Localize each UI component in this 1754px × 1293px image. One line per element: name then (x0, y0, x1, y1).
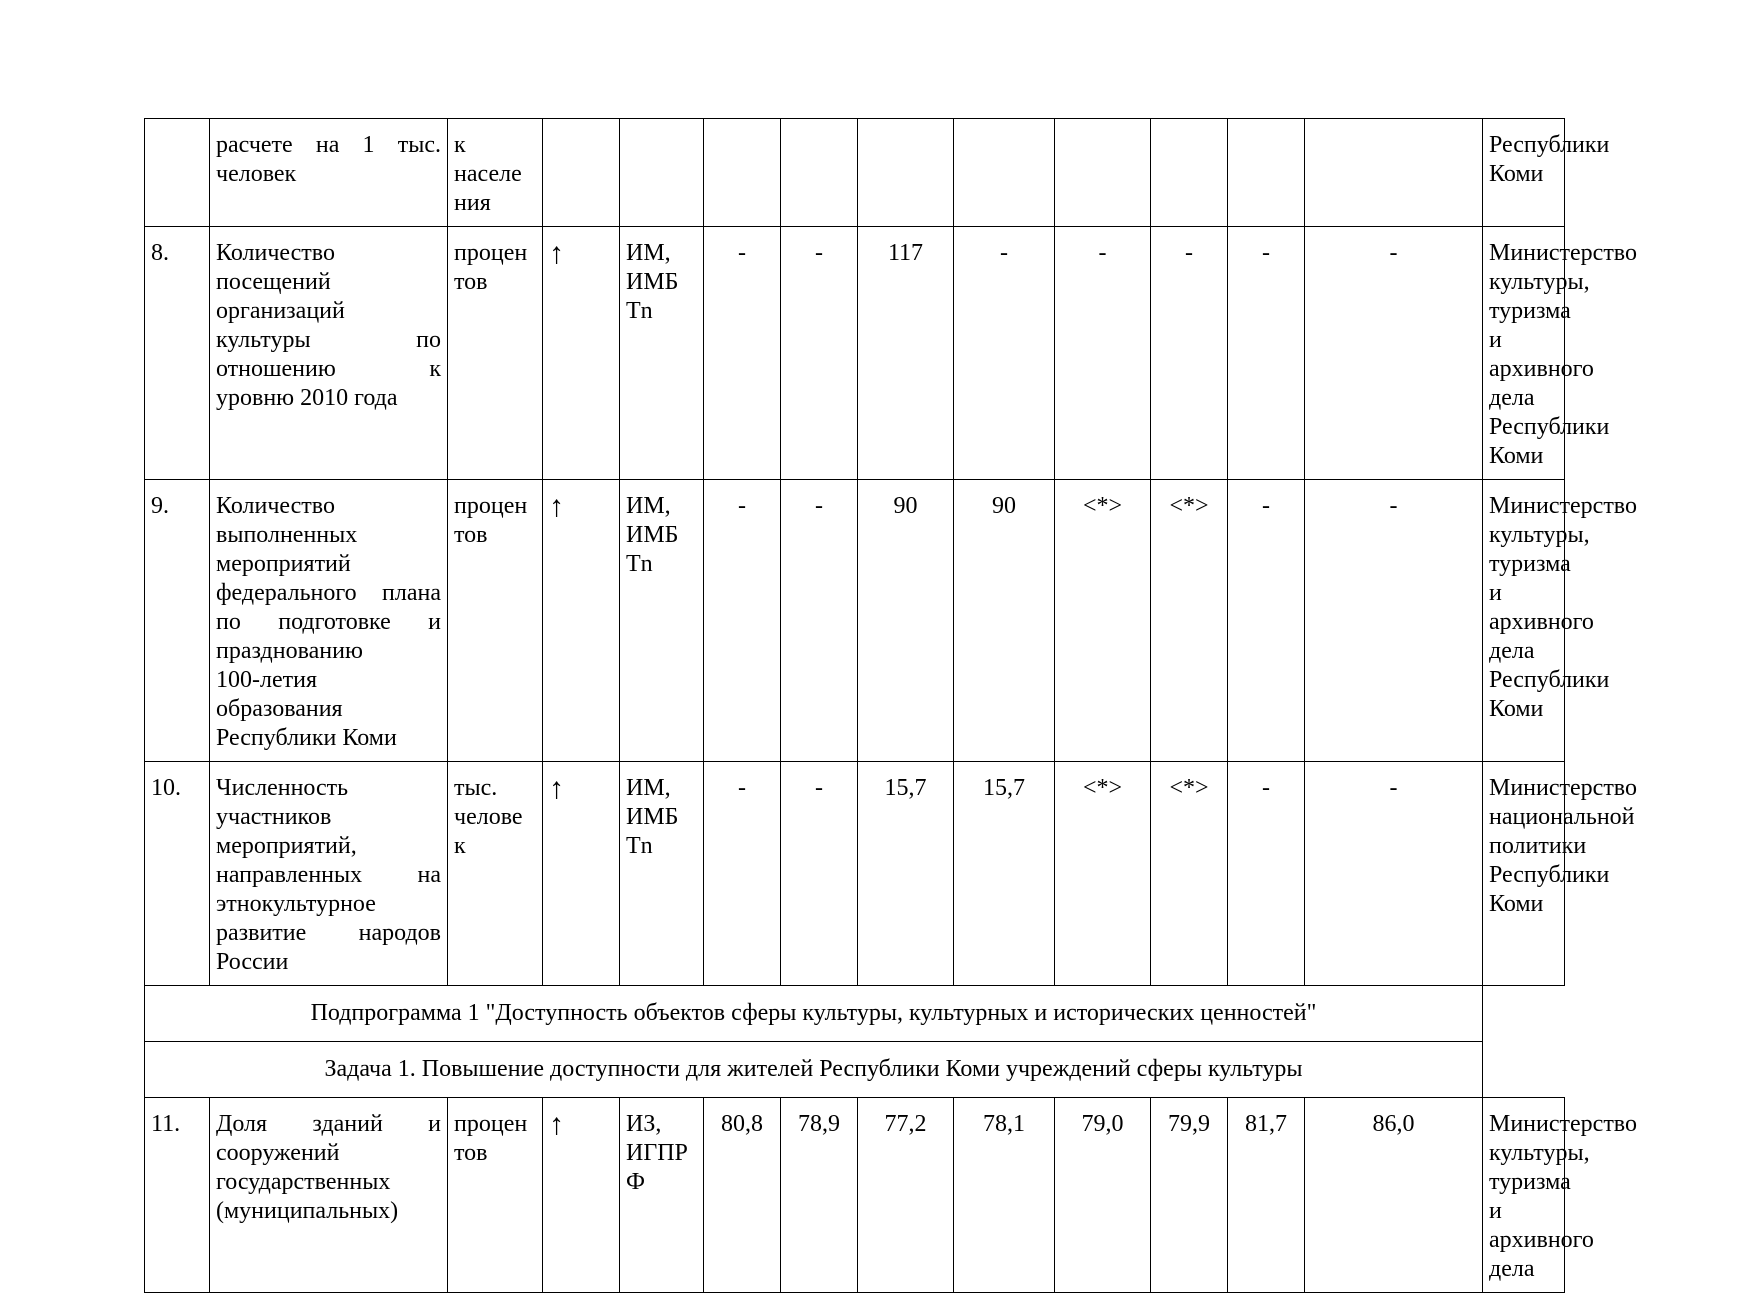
indicator-name (210, 762, 448, 986)
responsible-line: архивного дела (1489, 609, 1594, 664)
indicator-name-line: сооружений (216, 1140, 340, 1166)
value-cell: - (781, 480, 858, 762)
value-cell: 80,8 (704, 1098, 781, 1293)
indicator-name (210, 1098, 448, 1293)
data-source (620, 1098, 704, 1293)
trend-direction-icon: ↑ (543, 227, 620, 480)
source-line: ИЗ, (626, 1111, 662, 1137)
source-line: Тn (626, 833, 653, 859)
responsible-body (1483, 227, 1637, 480)
indicator-name-word: развитие (216, 920, 307, 946)
data-source (620, 227, 704, 480)
responsible-line: культуры, (1489, 269, 1590, 295)
unit-of-measure (448, 480, 543, 762)
unit-line: ния (454, 190, 491, 216)
responsible-line: Коми (1489, 891, 1544, 917)
value-cell: 90 (858, 480, 954, 762)
indicator-name-line: (муниципальных) (216, 1198, 399, 1224)
value-cell: 79,0 (1055, 1098, 1151, 1293)
indicator-name-word: на (417, 862, 441, 888)
indicator-name-word: зданий (312, 1111, 383, 1137)
source-line: ИМБ (626, 269, 679, 295)
unit-line: процен (454, 240, 528, 266)
indicator-name-line: государственных (216, 1169, 391, 1195)
unit-line: процен (454, 493, 528, 519)
table-row (145, 480, 1565, 762)
unit-line: челове (454, 804, 523, 830)
task-row (145, 1042, 1565, 1098)
source-line: ИМ, (626, 240, 671, 266)
value-cell (781, 119, 858, 227)
table-row (145, 1098, 1565, 1293)
responsible-line: туризма и (1489, 298, 1571, 353)
responsible-line: политики (1489, 833, 1587, 859)
row-number: 8. (145, 227, 210, 480)
value-cell (1151, 119, 1228, 227)
value-cell (1228, 119, 1305, 227)
value-cell (704, 119, 781, 227)
indicator-name-line (216, 326, 441, 355)
indicator-name (210, 227, 448, 480)
indicator-name-word: и (428, 609, 441, 635)
indicator-name-line: 100-летия (216, 667, 317, 693)
responsible-line: культуры, (1489, 1140, 1590, 1166)
indicator-name-word: к (429, 356, 441, 382)
indicator-name-line: уровню 2010 года (216, 385, 398, 411)
unit-of-measure (448, 119, 543, 227)
unit-line: к (454, 132, 466, 158)
responsible-line: туризма и (1489, 1169, 1571, 1224)
indicator-name-word: подготовке (278, 609, 391, 635)
source-line: Ф (626, 1169, 645, 1195)
indicator-name-line (216, 608, 441, 637)
value-cell: 79,9 (1151, 1098, 1228, 1293)
source-line: Тn (626, 298, 653, 324)
unit-line: тыс. (454, 775, 498, 801)
responsible-body (1483, 119, 1610, 227)
unit-of-measure (448, 227, 543, 480)
value-cell: <*> (1055, 762, 1151, 986)
indicator-name-line: Численность (216, 775, 349, 801)
indicator-name-line (216, 919, 441, 948)
trend-direction-icon: ↑ (543, 480, 620, 762)
indicator-name-line: Республики Коми (216, 725, 397, 751)
value-cell: 77,2 (858, 1098, 954, 1293)
indicator-name-word: федерального (216, 580, 357, 606)
responsible-line: национальной (1489, 804, 1635, 830)
responsible-line: Республики (1489, 414, 1610, 440)
indicator-name-line (216, 579, 441, 608)
value-cell: - (781, 227, 858, 480)
value-cell: - (1055, 227, 1151, 480)
row-number: 9. (145, 480, 210, 762)
indicator-name-line: России (216, 949, 289, 975)
row-number: 11. (145, 1098, 210, 1293)
unit-line: тов (454, 269, 488, 295)
table-row (145, 227, 1565, 480)
subprogram-title: Подпрограмма 1 "Доступность объектов сферы культуры, культурных и исторических ценностей" (145, 986, 1483, 1042)
responsible-line: Республики (1489, 132, 1610, 158)
value-cell: 15,7 (954, 762, 1055, 986)
indicator-name-line (216, 131, 441, 160)
value-cell (954, 119, 1055, 227)
task-title: Задача 1. Повышение доступности для жителей Республики Коми учреждений сферы культуры (145, 1042, 1483, 1098)
indicator-name-word: культуры (216, 327, 311, 353)
responsible-line: Министерство (1489, 775, 1637, 801)
value-cell: - (704, 762, 781, 986)
trend-direction-icon: ↑ (543, 1098, 620, 1293)
value-cell: - (704, 480, 781, 762)
indicator-name-word: направленных (216, 862, 363, 888)
value-cell: - (704, 227, 781, 480)
indicator-name-word: и (428, 1111, 441, 1137)
source-line: ИМБ (626, 804, 679, 830)
value-cell: <*> (1055, 480, 1151, 762)
value-cell (858, 119, 954, 227)
indicators-table (144, 118, 1637, 1293)
value-cell: - (1305, 762, 1483, 986)
indicator-name-word: расчете (216, 132, 293, 158)
unit-of-measure (448, 762, 543, 986)
unit-of-measure (448, 1098, 543, 1293)
value-cell: 86,0 (1305, 1098, 1483, 1293)
responsible-line: архивного дела (1489, 1227, 1594, 1282)
indicator-name-line (216, 1110, 441, 1139)
indicator-name-word: Доля (216, 1111, 268, 1137)
unit-line: населе (454, 161, 522, 187)
value-cell: - (1305, 480, 1483, 762)
row-number (145, 119, 210, 227)
responsible-body (1483, 480, 1637, 762)
value-cell: - (1151, 227, 1228, 480)
responsible-line: культуры, (1489, 522, 1590, 548)
unit-line: тов (454, 1140, 488, 1166)
indicator-name-line: мероприятий, (216, 833, 357, 859)
value-cell: 15,7 (858, 762, 954, 986)
value-cell: 117 (858, 227, 954, 480)
value-cell: 81,7 (1228, 1098, 1305, 1293)
unit-line: к (454, 833, 466, 859)
indicator-name-line: мероприятий (216, 551, 351, 577)
indicator-name-word: отношению (216, 356, 336, 382)
value-cell: - (1305, 227, 1483, 480)
row-number: 10. (145, 762, 210, 986)
responsible-line: Коми (1489, 696, 1544, 722)
indicator-name-line: организаций (216, 298, 345, 324)
responsible-line: архивного дела (1489, 356, 1594, 411)
value-cell (1055, 119, 1151, 227)
indicator-name-word: народов (358, 920, 441, 946)
responsible-line: Республики (1489, 667, 1610, 693)
indicator-name-line: человек (216, 161, 297, 187)
value-cell: <*> (1151, 762, 1228, 986)
indicator-name-line: этнокультурное (216, 891, 376, 917)
indicator-name (210, 480, 448, 762)
responsible-body (1483, 1098, 1637, 1293)
unit-line: процен (454, 1111, 528, 1137)
value-cell: 90 (954, 480, 1055, 762)
value-cell: - (1228, 480, 1305, 762)
responsible-line: Министерство (1489, 493, 1637, 519)
value-cell: 78,9 (781, 1098, 858, 1293)
responsible-line: Коми (1489, 443, 1544, 469)
source-line: ИМ, (626, 775, 671, 801)
indicator-name-line: выполненных (216, 522, 358, 548)
trend-direction-icon: ↑ (543, 762, 620, 986)
source-line: ИМ, (626, 493, 671, 519)
value-cell: - (1228, 762, 1305, 986)
indicator-name-line: образования (216, 696, 343, 722)
subprogram-row (145, 986, 1565, 1042)
responsible-body (1483, 762, 1637, 986)
responsible-line: туризма и (1489, 551, 1571, 606)
indicator-name-line: Количество (216, 240, 335, 266)
value-cell: - (1228, 227, 1305, 480)
indicator-name-line: Количество (216, 493, 335, 519)
indicator-name-line: участников (216, 804, 332, 830)
table-row (145, 119, 1565, 227)
indicator-name-word: на (315, 132, 340, 158)
indicator-name-word: тыс. (397, 132, 441, 158)
data-source (620, 119, 704, 227)
indicator-name-line (216, 355, 441, 384)
indicator-name-word: 1 (362, 132, 375, 158)
indicator-name-line: посещений (216, 269, 331, 295)
responsible-line: Министерство (1489, 1111, 1637, 1137)
value-cell: - (954, 227, 1055, 480)
value-cell: 78,1 (954, 1098, 1055, 1293)
source-line: ИГПР (626, 1140, 688, 1166)
data-source (620, 762, 704, 986)
value-cell: <*> (1151, 480, 1228, 762)
table-row (145, 762, 1565, 986)
indicator-name-line: празднованию (216, 638, 363, 664)
responsible-line: Министерство (1489, 240, 1637, 266)
value-cell (1305, 119, 1483, 227)
value-cell: - (781, 762, 858, 986)
indicator-name (210, 119, 448, 227)
data-source (620, 480, 704, 762)
indicator-name-word: по (416, 327, 441, 353)
source-line: Тn (626, 551, 653, 577)
unit-line: тов (454, 522, 488, 548)
source-line: ИМБ (626, 522, 679, 548)
trend-direction-icon (543, 119, 620, 227)
responsible-line: Коми (1489, 161, 1544, 187)
indicator-name-line (216, 861, 441, 890)
responsible-line: Республики (1489, 862, 1610, 888)
indicator-name-word: плана (382, 580, 441, 606)
indicator-name-word: по (216, 609, 241, 635)
